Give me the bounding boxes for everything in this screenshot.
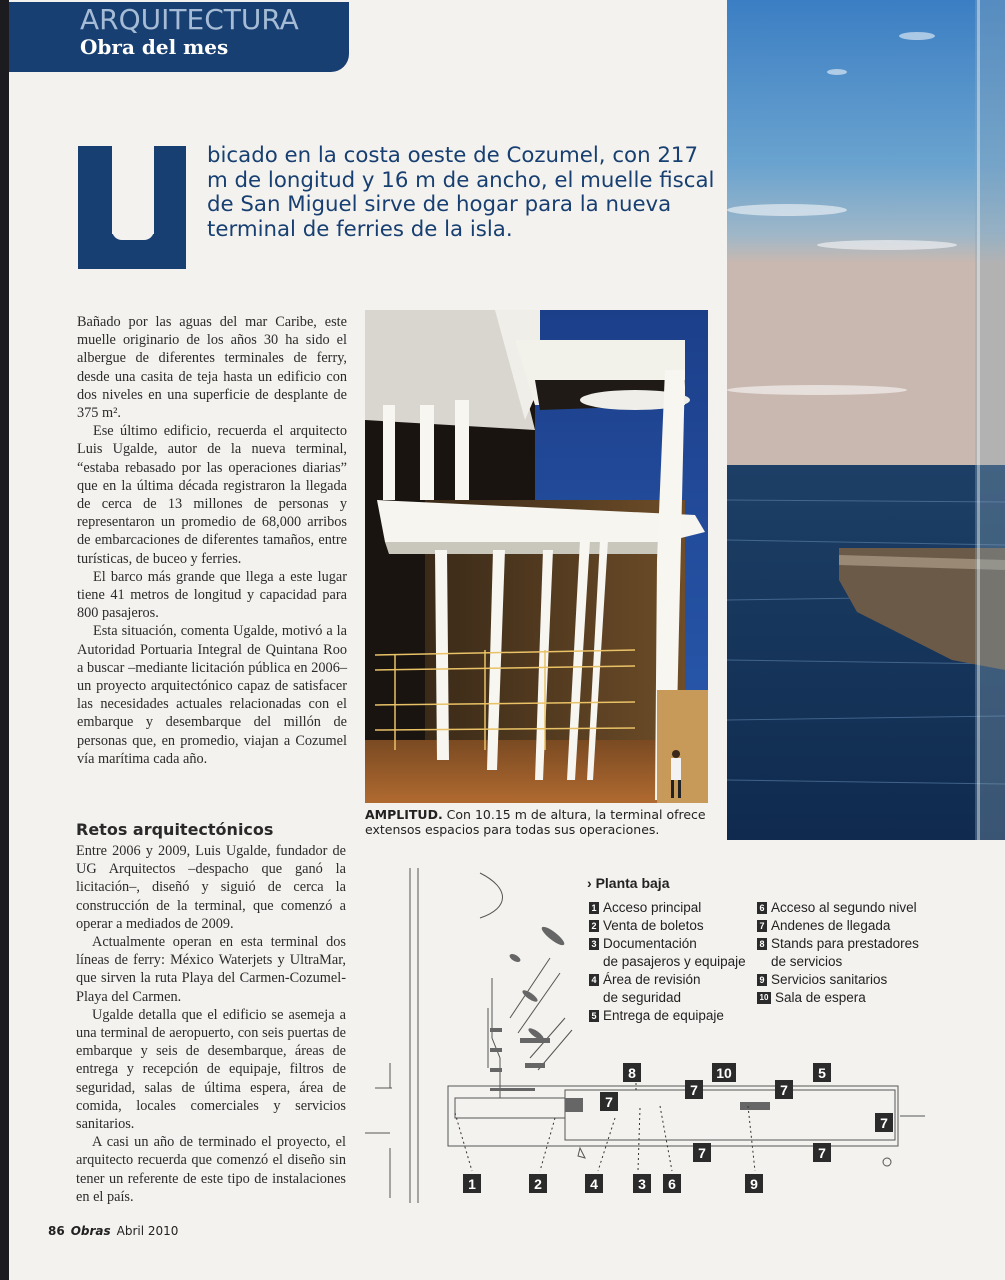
svg-text:9: 9 [750, 1176, 758, 1192]
svg-text:5: 5 [818, 1065, 826, 1081]
legend-item: 5 Entrega de equipaje [587, 1007, 746, 1025]
marker-7 [600, 1092, 618, 1111]
lede-paragraph: bicado en la costa oeste de Cozumel, con 217 m de longitud y 16 m de ancho, el muelle fiscal de San Miguel sirve de hogar para la nueva terminal de ferries de la isla. [207, 143, 715, 242]
plan-number-markers [463, 1063, 893, 1193]
legend-item: 10 Sala de espera [755, 989, 919, 1007]
svg-text:7: 7 [880, 1115, 888, 1131]
section-sublabel: Obra del mes [80, 35, 229, 59]
legend-item: 6 Acceso al segundo nivel [755, 899, 919, 917]
marker-1 [463, 1174, 481, 1193]
paragraph: Ese último edificio, recuerda el arquitecto Luis Ugalde, autor de la nueva terminal, “estaba rebasado por las operaciones diarias” que en la última década registraron la llegada de cerca de 13 millones de personas y representaron un promedio de 68,000 arribos de embarcaciones de diferentes tamaños, entre turísticas, de buceo y ferries. [77, 423, 347, 567]
svg-text:10: 10 [716, 1065, 732, 1081]
sea-photo [727, 0, 1005, 840]
svg-text:4: 4 [590, 1176, 598, 1192]
section-label: ARQUITECTURA [80, 3, 299, 36]
subhead: Retos arquitectónicos [76, 820, 274, 839]
svg-text:1: 1 [468, 1176, 476, 1192]
marker-8 [623, 1063, 641, 1082]
marker-10 [712, 1063, 736, 1082]
legend-item: 7 Andenes de llegada [755, 917, 919, 935]
page-footer [48, 1224, 178, 1238]
svg-text:7: 7 [605, 1094, 613, 1110]
paragraph: Bañado por las aguas del mar Caribe, este muelle originario de los años 30 ha sido el albergue de diferentes terminales de ferry, desde una casita de teja hasta un edificio con dos niveles en una superficie de desplante de 375 m². [77, 314, 347, 422]
legend-item: 3 Documentación de pasajeros y equipaje [587, 935, 746, 971]
marker-7 [775, 1080, 793, 1099]
photo-caption [365, 807, 710, 837]
body-column-1 [77, 313, 347, 768]
paragraph: Esta situación, comenta Ugalde, motivó a la Autoridad Portuaria Integral de Quintana Roo a buscar –mediante licitación pública en 2006– un proyecto arquitectónico capaz de satisfacer las necesidades actuales relacionadas con el embarque y desembarque del millón de personas que, en promedio, viajan a Cozumel vía marítima cada año. [77, 623, 347, 767]
marker-3 [633, 1174, 651, 1193]
svg-text:7: 7 [780, 1082, 788, 1098]
marker-6 [663, 1174, 681, 1193]
paragraph: Actualmente operan en esta terminal dos líneas de ferry: México Waterjets y UltraMar, que sirven la ruta Playa del Carmen-Cozumel-Playa del Carmen. [76, 934, 346, 1005]
svg-text:7: 7 [818, 1145, 826, 1161]
marker-7 [693, 1143, 711, 1162]
marker-9 [745, 1174, 763, 1193]
svg-text:3: 3 [638, 1176, 646, 1192]
legend-item: 8 Stands para prestadores de servicios [755, 935, 919, 971]
magazine-name: Obras [70, 1224, 111, 1238]
svg-text:6: 6 [668, 1176, 676, 1192]
svg-text:7: 7 [698, 1145, 706, 1161]
marker-7 [685, 1080, 703, 1099]
paragraph: A casi un año de terminado el proyecto, el arquitecto recuerda que comenzó el diseño sin tener un referente de este tipo de instalaciones en el país. [76, 1134, 346, 1205]
legend-column-right [755, 899, 919, 1007]
legend-item: 4 Área de revisión de seguridad [587, 971, 746, 1007]
marker-7 [875, 1113, 893, 1132]
legend-item: 2 Venta de boletos [587, 917, 746, 935]
caption-text: Con 10.15 m de altura, la terminal ofrece extensos espacios para todas sus operaciones. [365, 807, 706, 837]
marker-7 [813, 1143, 831, 1162]
page-number: 86 [48, 1224, 65, 1238]
svg-text:8: 8 [628, 1065, 636, 1081]
marker-5 [813, 1063, 831, 1082]
legend-column-left [587, 899, 746, 1025]
drop-cap [78, 146, 186, 269]
marker-2 [529, 1174, 547, 1193]
legend-item: 9 Servicios sanitarios [755, 971, 919, 989]
caption-label: AMPLITUD. [365, 807, 443, 822]
page-edge [0, 0, 9, 1280]
legend-item: 1 Acceso principal [587, 899, 746, 917]
paragraph: El barco más grande que llega a este lugar tiene 41 metros de longitud y capacidad para 800 pasajeros. [77, 568, 347, 622]
svg-text:7: 7 [690, 1082, 698, 1098]
svg-text:2: 2 [534, 1176, 542, 1192]
paragraph: Ugalde detalla que el edificio se asemeja a una terminal de aeropuerto, con seis puertas de embarque y seis de desembarque, áreas de entrega y recepción de equipaje, filtros de seguridad, salas de última espera, área de comida, locales comerciales y servicios sanitarios. [76, 1006, 346, 1133]
marker-4 [585, 1174, 603, 1193]
paragraph: Entre 2006 y 2009, Luis Ugalde, fundador de UG Arquitectos –despacho que ganó la licitación–, diseñó y siguió de cerca la construcción de la terminal, que comenzó a operar a mediados de 2009. [76, 843, 346, 932]
body-column-2 [76, 842, 346, 1206]
terminal-photo [365, 310, 708, 803]
legend-title: › Planta baja [587, 875, 670, 891]
issue-date: Abril 2010 [116, 1224, 179, 1238]
